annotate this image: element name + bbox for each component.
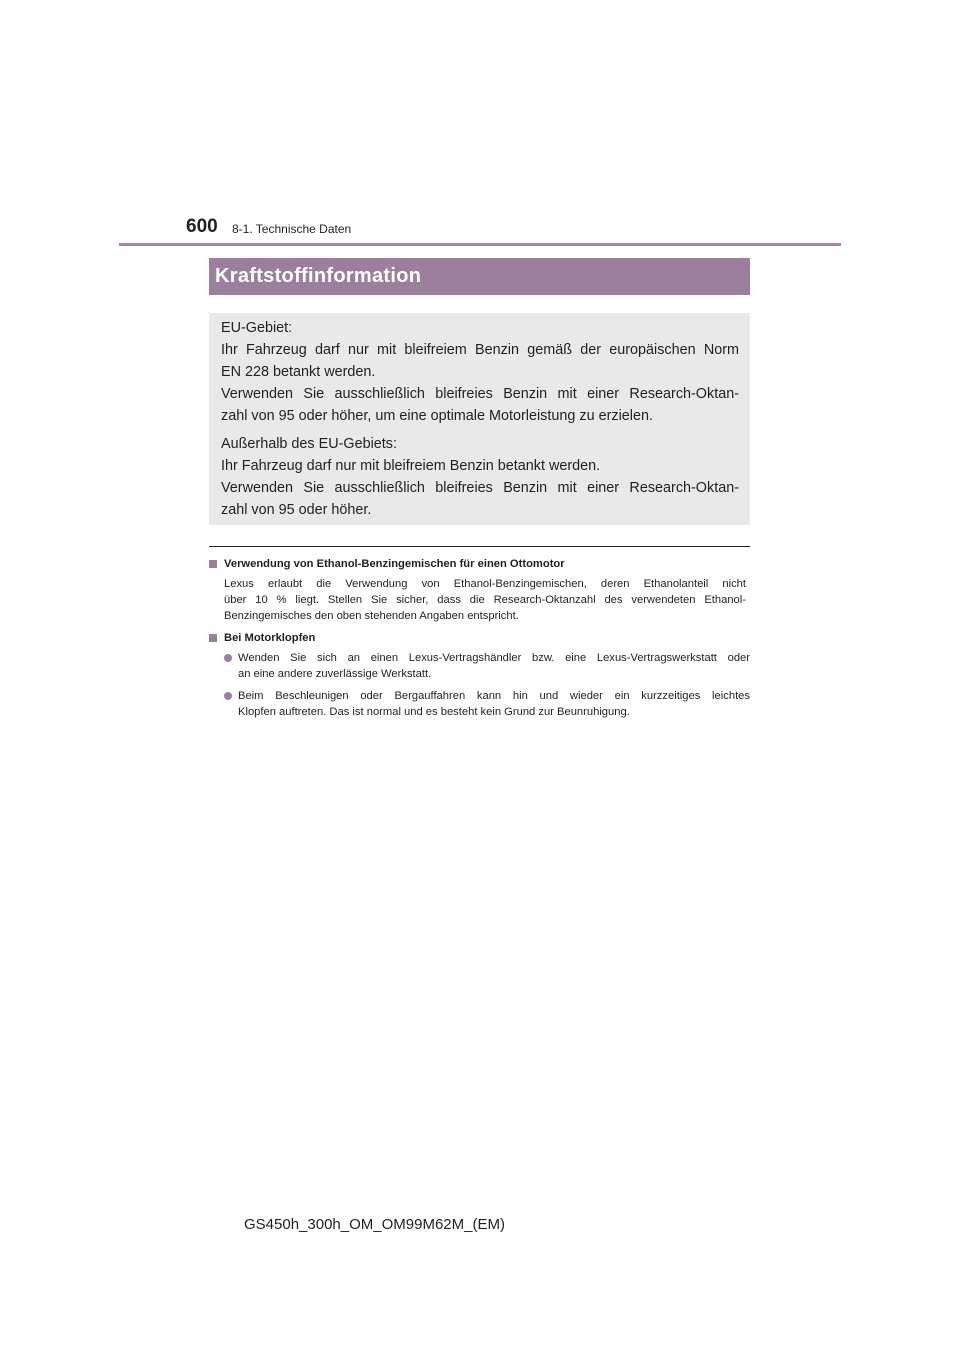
section-title-bar	[209, 258, 750, 295]
eu-text-line: Ihr Fahrzeug darf nur mit bleifreiem Benzin gemäß der europäischen Norm	[221, 342, 739, 358]
section-label: 8-1. Technische Daten	[232, 222, 352, 236]
notes-section	[209, 556, 750, 726]
eu-heading: EU-Gebiet:	[221, 320, 293, 336]
non-eu-text-line: zahl von 95 oder höher.	[221, 502, 372, 518]
circle-bullet-icon	[224, 692, 232, 700]
section-title: Kraftstoffinformation	[215, 265, 422, 287]
note-text-line: über 10 % liegt. Stellen Sie sicher, dass die Research-Oktanzahl des verwendeten Ethanol-	[224, 594, 746, 606]
document-footer: GS450h_300h_OM_OM99M62M_(EM)	[244, 1216, 505, 1233]
eu-text-line: Verwenden Sie ausschließlich bleifreies Benzin mit einer Research-Oktan-	[221, 386, 739, 402]
bullet-text-line: Klopfen auftreten. Das ist normal und es besteht kein Grund zur Beunruhigung.	[238, 706, 630, 718]
fuel-info-box	[209, 313, 750, 525]
square-bullet-icon	[209, 560, 217, 568]
note-heading-text: Verwendung von Ethanol-Benzingemischen für einen Ottomotor	[224, 558, 565, 570]
list-item	[224, 650, 750, 682]
note-heading-ethanol	[209, 556, 750, 572]
note-text-line: Lexus erlaubt die Verwendung von Ethanol-Benzingemischen, deren Ethanolanteil nicht	[224, 578, 746, 590]
note-heading-knock	[209, 630, 750, 646]
square-bullet-icon	[209, 634, 217, 642]
note-heading-text: Bei Motorklopfen	[224, 632, 316, 644]
bullet-text-line: an eine andere zuverlässige Werkstatt.	[238, 668, 432, 680]
bullet-text-line: Wenden Sie sich an einen Lexus-Vertragshändler bzw. eine Lexus-Vertragswerkstatt oder	[238, 652, 750, 664]
circle-bullet-icon	[224, 654, 232, 662]
non-eu-text-line: Ihr Fahrzeug darf nur mit bleifreiem Benzin betankt werden.	[221, 458, 601, 474]
header-rule	[119, 243, 841, 246]
note-body-ethanol	[224, 576, 746, 624]
note-text-line: Benzingemisches den oben stehenden Angaben entspricht.	[224, 610, 519, 622]
eu-text-line: EN 228 betankt werden.	[221, 364, 376, 380]
non-eu-heading: Außerhalb des EU-Gebiets:	[221, 436, 397, 452]
page-number: 600	[186, 216, 218, 237]
list-item	[224, 688, 750, 720]
notes-divider	[209, 546, 750, 547]
non-eu-text-line: Verwenden Sie ausschließlich bleifreies Benzin mit einer Research-Oktan-	[221, 480, 739, 496]
eu-text-line: zahl von 95 oder höher, um eine optimale Motorleistung zu erzielen.	[221, 408, 653, 424]
bullet-text-line: Beim Beschleunigen oder Bergauffahren kann hin und wieder ein kurzzeitiges leichtes	[238, 690, 750, 702]
